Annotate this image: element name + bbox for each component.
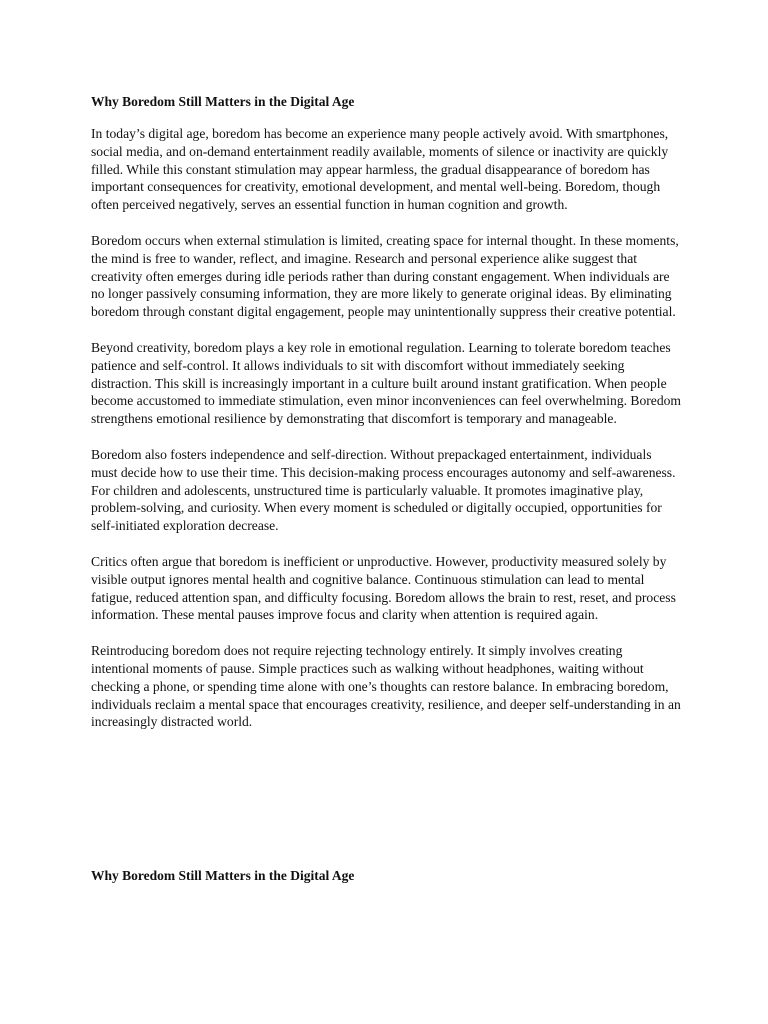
paragraph-3: Beyond creativity, boredom plays a key role in emotional regulation. Learning to tolerate boredom teaches patience and self-control. It allows individuals to sit with discomfort without immediately seeking distraction. This skill is increasingly important in a culture built around instant gratification. When people become accustomed to immediate stimulation, even minor inconveniences can feel overwhelming. Boredom strengthens emotional resilience by demonstrating that discomfort is temporary and manageable.	[91, 339, 682, 427]
paragraph-4: Boredom also fosters independence and self-direction. Without prepackaged entertainment, individuals must decide how to use their time. This decision-making process encourages autonomy and self-awareness. For children and adolescents, unstructured time is particularly valuable. It promotes imaginative play, problem-solving, and curiosity. When every moment is scheduled or digitally occupied, opportunities for self-initiated exploration decrease.	[91, 446, 676, 534]
paragraph-1: In today’s digital age, boredom has become an experience many people actively avoid. With smartphones, social media, and on-demand entertainment readily available, moments of silence or inactivity are quickly filled. While this constant stimulation may appear harmless, the gradual disappearance of boredom has important consequences for creativity, emotional development, and mental well-being. Boredom, though often perceived negatively, serves an essential function in human cognition and growth.	[91, 126, 669, 213]
repeat-document-title: Why Boredom Still Matters in the Digital Age	[91, 868, 355, 883]
paragraph-6: Reintroducing boredom does not require rejecting technology entirely. It simply involves creating intentional moments of pause. Simple practices such as walking without headphones, waiting without checking a phone, or spending time alone with one’s thoughts can restore balance. In embracing boredom, individuals reclaim a mental space that encourages creativity, resilience, and deeper self-understanding in an increasingly distracted world.	[91, 643, 681, 730]
document-body	[91, 93, 681, 749]
paragraph-5: Critics often argue that boredom is inefficient or unproductive. However, productivity measured solely by visible output ignores mental health and cognitive balance. Continuous stimulation can lead to mental fatigue, reduced attention span, and difficulty focusing. Boredom allows the brain to rest, reset, and process information. These mental pauses improve focus and clarity when attention is required again.	[91, 553, 676, 623]
paragraph-2: Boredom occurs when external stimulation is limited, creating space for internal thought. In these moments, the mind is free to wander, reflect, and imagine. Research and personal experience alike suggest that creativity often emerges during idle periods rather than during constant engagement. When individuals are no longer passively consuming information, they are more likely to generate original ideas. By eliminating boredom through constant digital engagement, people may unintentionally suppress their creative potential.	[91, 232, 679, 320]
document-title: Why Boredom Still Matters in the Digital Age	[91, 94, 355, 109]
